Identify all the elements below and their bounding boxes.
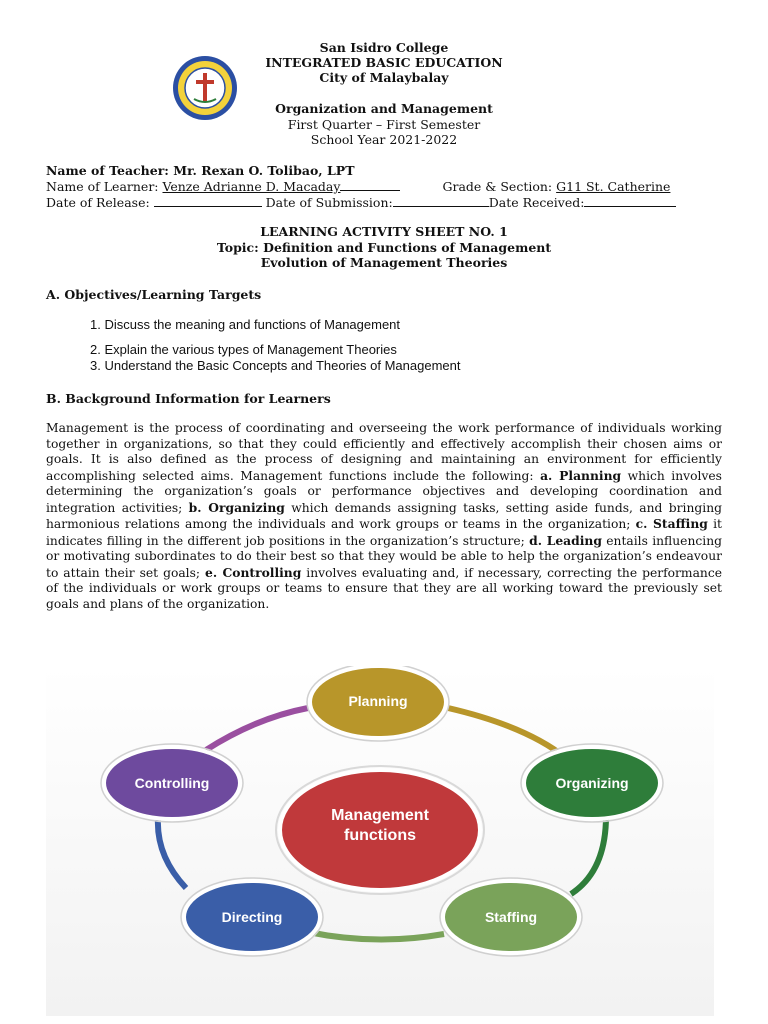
objective-item: 3. Understand the Basic Concepts and Theories of Management <box>90 358 461 373</box>
learner-line <box>46 179 670 194</box>
quarter: First Quarter – First Semester <box>287 117 481 132</box>
planning-label: Planning <box>348 693 408 709</box>
department: INTEGRATED BASIC EDUCATION <box>265 55 503 70</box>
submission-field[interactable] <box>393 194 489 207</box>
grade-label: Grade & Section: <box>442 179 557 194</box>
objectives-heading: A. Objectives/Learning Targets <box>46 287 262 302</box>
submission-label: Date of Submission: <box>261 195 393 210</box>
background-paragraph: Management is the process of coordinating and overseeing the work performance of individuals working together in organizations, so that they could efficiently and effectively accomplish their chosen aims or goals. It is also defined as the process of designing and maintaining an environment for efficiently accomplishing selected aims. Management functions include the following: a. Planning which involves determining the organization’s goals or performance objectives and developing coordination and integration activities; b. Organizing which demands assigning tasks, setting aside funds, and bringing harmonious relations among the individuals and work groups or teams in the organization; c. Staffing it indicates filling in the different job positions in the organization’s structure; d. Leading entails influencing or motivating subordinates to do their best so that they would be able to help the organization’s endeavour to attain their set goals; e. Controlling involves evaluating and, if necessary, correcting the performance of the individuals or work groups or teams to ensure that they are all working toward the previously set goals and plans of the organization. <box>46 421 723 611</box>
release-field[interactable] <box>154 194 262 207</box>
school-year: School Year 2021-2022 <box>310 132 458 147</box>
directing-label: Directing <box>221 909 283 925</box>
node-planning <box>307 666 449 741</box>
node-organizing <box>521 744 663 822</box>
center-label-1: Management <box>331 807 429 824</box>
received-field[interactable] <box>584 194 676 207</box>
release-label: Date of Release: <box>46 195 154 210</box>
objective-item: 1. Discuss the meaning and functions of Management <box>90 317 401 332</box>
dates-line <box>46 194 676 210</box>
center-node <box>276 766 484 894</box>
received-label: Date Received: <box>488 195 585 210</box>
organizing-label: Organizing <box>555 775 629 791</box>
staffing-label: Staffing <box>484 909 538 925</box>
sheet-title: LEARNING ACTIVITY SHEET NO. 1 <box>260 224 508 239</box>
learner-field[interactable]: Venze Adrianne D. Macaday <box>162 179 442 191</box>
teacher-name: Name of Teacher: Mr. Rexan O. Tolibao, LPT <box>46 163 355 178</box>
school-name: San Isidro College <box>319 40 449 55</box>
node-controlling <box>101 744 243 822</box>
city: City of Malaybalay <box>319 70 449 85</box>
controlling-label: Controlling <box>134 775 210 791</box>
subject-title: Organization and Management <box>275 101 493 116</box>
objective-item: 2. Explain the various types of Management Theories <box>90 342 397 357</box>
topic: Topic: Definition and Functions of Management <box>216 240 552 255</box>
node-directing <box>181 878 323 956</box>
management-functions-diagram <box>46 666 714 1016</box>
learner-label: Name of Learner: <box>46 179 163 194</box>
background-heading: B. Background Information for Learners <box>46 391 331 406</box>
center-label-2: functions <box>344 827 416 844</box>
subtopic: Evolution of Management Theories <box>260 255 508 270</box>
node-staffing <box>440 878 582 956</box>
grade-value[interactable]: G11 St. Catherine <box>556 179 671 194</box>
